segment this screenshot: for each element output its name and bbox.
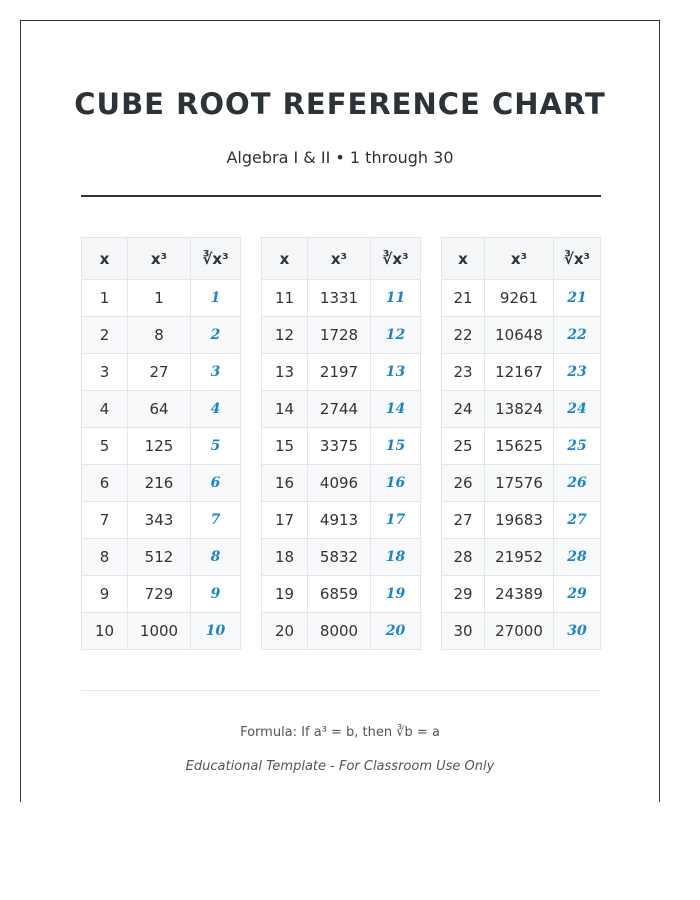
table-row [262, 280, 421, 317]
cube-root-cell: 24 [554, 391, 601, 428]
x-value-cell: 13 [262, 354, 308, 391]
cube-root-cell: 15 [371, 428, 421, 465]
header-x: x [442, 238, 485, 280]
cube-value-cell: 8000 [308, 613, 371, 650]
cube-root-cell: 3 [191, 354, 241, 391]
cube-value-cell: 343 [128, 502, 191, 539]
x-value-cell: 27 [442, 502, 485, 539]
table-row [82, 354, 241, 391]
x-value-cell: 21 [442, 280, 485, 317]
x-value-cell: 29 [442, 576, 485, 613]
header-cube-root: ∛x³ [554, 238, 601, 280]
cube-value-cell: 1000 [128, 613, 191, 650]
cube-root-cell: 26 [554, 465, 601, 502]
cube-value-cell: 15625 [485, 428, 554, 465]
x-value-cell: 6 [82, 465, 128, 502]
cube-root-cell: 11 [371, 280, 421, 317]
table-row [82, 280, 241, 317]
table-row [262, 428, 421, 465]
usage-note: Educational Template - For Classroom Use Only [185, 759, 495, 774]
x-value-cell: 24 [442, 391, 485, 428]
cube-value-cell: 64 [128, 391, 191, 428]
table-row [262, 465, 421, 502]
x-value-cell: 20 [262, 613, 308, 650]
cube-root-cell: 25 [554, 428, 601, 465]
cube-value-cell: 216 [128, 465, 191, 502]
cube-value-cell: 21952 [485, 539, 554, 576]
formula-text: Formula: If a³ = b, then ∛b = a [240, 725, 440, 740]
cube-value-cell: 27 [128, 354, 191, 391]
table-row [82, 465, 241, 502]
table-row [82, 391, 241, 428]
cube-root-cell: 30 [554, 613, 601, 650]
table-header-row [262, 238, 421, 280]
cube-value-cell: 1331 [308, 280, 371, 317]
table-row [262, 502, 421, 539]
cube-root-cell: 18 [371, 539, 421, 576]
table-row [442, 317, 601, 354]
cube-root-cell: 5 [191, 428, 241, 465]
header-cube-root: ∛x³ [371, 238, 421, 280]
title-divider [81, 195, 601, 197]
cube-value-cell: 2197 [308, 354, 371, 391]
header-cube: x³ [128, 238, 191, 280]
x-value-cell: 1 [82, 280, 128, 317]
header-cube-root: ∛x³ [191, 238, 241, 280]
cube-root-cell: 6 [191, 465, 241, 502]
cube-value-cell: 12167 [485, 354, 554, 391]
x-value-cell: 30 [442, 613, 485, 650]
cube-value-cell: 5832 [308, 539, 371, 576]
x-value-cell: 26 [442, 465, 485, 502]
table-row [442, 465, 601, 502]
cube-value-cell: 125 [128, 428, 191, 465]
cube-root-cell: 29 [554, 576, 601, 613]
table-row [82, 539, 241, 576]
x-value-cell: 18 [262, 539, 308, 576]
x-value-cell: 9 [82, 576, 128, 613]
table-header-row [442, 238, 601, 280]
x-value-cell: 2 [82, 317, 128, 354]
header-cube: x³ [485, 238, 554, 280]
table-row [442, 391, 601, 428]
x-value-cell: 16 [262, 465, 308, 502]
table-row [442, 576, 601, 613]
cube-table-21-30 [441, 237, 601, 650]
cube-table-11-20 [261, 237, 421, 650]
table-row [262, 391, 421, 428]
table-row [442, 613, 601, 650]
cube-value-cell: 1 [128, 280, 191, 317]
x-value-cell: 14 [262, 391, 308, 428]
cube-value-cell: 729 [128, 576, 191, 613]
cube-value-cell: 1728 [308, 317, 371, 354]
cube-root-cell: 27 [554, 502, 601, 539]
cube-value-cell: 19683 [485, 502, 554, 539]
cube-value-cell: 9261 [485, 280, 554, 317]
cube-value-cell: 512 [128, 539, 191, 576]
table-row [442, 428, 601, 465]
cube-value-cell: 4913 [308, 502, 371, 539]
table-row [82, 502, 241, 539]
table-row [82, 613, 241, 650]
cube-root-cell: 4 [191, 391, 241, 428]
table-row [262, 539, 421, 576]
cube-value-cell: 10648 [485, 317, 554, 354]
table-row [442, 354, 601, 391]
cube-table-1-10 [81, 237, 241, 650]
cube-root-cell: 22 [554, 317, 601, 354]
cube-root-cell: 9 [191, 576, 241, 613]
cube-root-cell: 14 [371, 391, 421, 428]
cube-root-cell: 8 [191, 539, 241, 576]
table-row [262, 576, 421, 613]
cube-value-cell: 24389 [485, 576, 554, 613]
x-value-cell: 7 [82, 502, 128, 539]
x-value-cell: 25 [442, 428, 485, 465]
cube-value-cell: 3375 [308, 428, 371, 465]
cube-value-cell: 2744 [308, 391, 371, 428]
table-row [262, 317, 421, 354]
x-value-cell: 28 [442, 539, 485, 576]
cube-value-cell: 6859 [308, 576, 371, 613]
table-row [262, 354, 421, 391]
cube-root-cell: 28 [554, 539, 601, 576]
page-subtitle: Algebra I & II • 1 through 30 [226, 148, 454, 167]
x-value-cell: 3 [82, 354, 128, 391]
cube-value-cell: 4096 [308, 465, 371, 502]
cube-root-cell: 12 [371, 317, 421, 354]
table-header-row [82, 238, 241, 280]
x-value-cell: 4 [82, 391, 128, 428]
cube-value-cell: 13824 [485, 391, 554, 428]
table-row [442, 539, 601, 576]
cube-root-cell: 21 [554, 280, 601, 317]
x-value-cell: 11 [262, 280, 308, 317]
table-row [262, 613, 421, 650]
x-value-cell: 5 [82, 428, 128, 465]
cube-root-cell: 19 [371, 576, 421, 613]
cube-value-cell: 8 [128, 317, 191, 354]
cube-root-cell: 7 [191, 502, 241, 539]
cube-root-cell: 2 [191, 317, 241, 354]
page-title: CUBE ROOT REFERENCE CHART [74, 87, 606, 121]
cube-value-cell: 27000 [485, 613, 554, 650]
x-value-cell: 22 [442, 317, 485, 354]
header-x: x [82, 238, 128, 280]
x-value-cell: 8 [82, 539, 128, 576]
cube-root-cell: 20 [371, 613, 421, 650]
footer-divider [81, 690, 601, 691]
table-row [442, 502, 601, 539]
reference-sheet [20, 20, 660, 802]
table-row [82, 576, 241, 613]
cube-root-cell: 13 [371, 354, 421, 391]
cube-value-cell: 17576 [485, 465, 554, 502]
table-row [82, 428, 241, 465]
x-value-cell: 23 [442, 354, 485, 391]
cube-root-cell: 16 [371, 465, 421, 502]
x-value-cell: 19 [262, 576, 308, 613]
cube-root-cell: 1 [191, 280, 241, 317]
cube-root-cell: 10 [191, 613, 241, 650]
x-value-cell: 15 [262, 428, 308, 465]
cube-root-tables [81, 237, 601, 650]
table-row [82, 317, 241, 354]
cube-root-cell: 17 [371, 502, 421, 539]
table-row [442, 280, 601, 317]
x-value-cell: 12 [262, 317, 308, 354]
cube-root-cell: 23 [554, 354, 601, 391]
x-value-cell: 17 [262, 502, 308, 539]
header-cube: x³ [308, 238, 371, 280]
header-x: x [262, 238, 308, 280]
x-value-cell: 10 [82, 613, 128, 650]
